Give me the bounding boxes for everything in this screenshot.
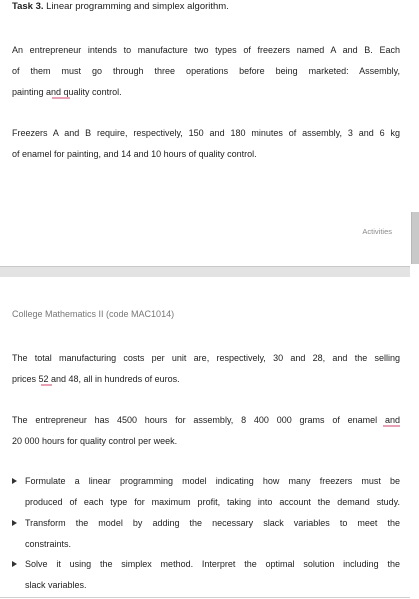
spellcheck-underline bbox=[52, 97, 70, 99]
bullet-1-line-2: produced of each type for maximum profit, taking into account the demand study. bbox=[25, 497, 400, 507]
bullet-arrow-icon bbox=[12, 478, 17, 484]
bullet-2-line-2: constraints. bbox=[25, 539, 72, 549]
activities-watermark: Activities bbox=[362, 227, 392, 236]
paragraph-1-line-2: of them must go through three operations before being marketed: Assembly, bbox=[12, 66, 400, 76]
paragraph-2-line-1: Freezers A and B require, respectively, 150 and 180 minutes of assembly, 3 and 6 kg bbox=[12, 128, 400, 138]
vertical-scrollbar[interactable] bbox=[410, 0, 419, 599]
bullet-2-line-1: Transform the model by adding the necessary slack variables to meet the bbox=[25, 518, 400, 528]
document-page-1 bbox=[0, 0, 410, 266]
bullet-3-line-1: Solve it using the simplex method. Interpret the optimal solution including the bbox=[25, 559, 400, 569]
bullet-arrow-icon bbox=[12, 561, 17, 567]
paragraph-3-line-1: The total manufacturing costs per unit are, respectively, 30 and 28, and the selling bbox=[12, 353, 400, 363]
task-title-bold: Task 3. bbox=[12, 1, 44, 12]
paragraph-3-line-2: prices 52 and 48, all in hundreds of euros. bbox=[12, 374, 180, 384]
paragraph-1-line-3: painting and quality control. bbox=[12, 87, 122, 97]
bullet-1-line-1: Formulate a linear programming model indicating how many freezers must be bbox=[25, 476, 400, 486]
spellcheck-underline bbox=[383, 425, 400, 427]
scrollbar-thumb[interactable] bbox=[411, 212, 419, 264]
task-title bbox=[12, 1, 229, 13]
page-bottom-edge bbox=[0, 597, 410, 598]
paragraph-4-line-2: 20 000 hours for quality control per week. bbox=[12, 436, 178, 446]
page-header: College Mathematics II (code MAC1014) bbox=[12, 309, 175, 319]
paragraph-2-line-2: of enamel for painting, and 14 and 10 hours of quality control. bbox=[12, 149, 257, 159]
bullet-arrow-icon bbox=[12, 520, 17, 526]
paragraph-1-line-1: An entrepreneur intends to manufacture two types of freezers named A and B. Each bbox=[12, 45, 400, 55]
spellcheck-underline bbox=[41, 384, 52, 386]
task-title-text: Linear programming and simplex algorithm. bbox=[43, 1, 229, 12]
paragraph-4-line-1: The entrepreneur has 4500 hours for assembly, 8 400 000 grams of enamel and bbox=[12, 415, 400, 425]
bullet-3-line-2: slack variables. bbox=[25, 580, 87, 590]
